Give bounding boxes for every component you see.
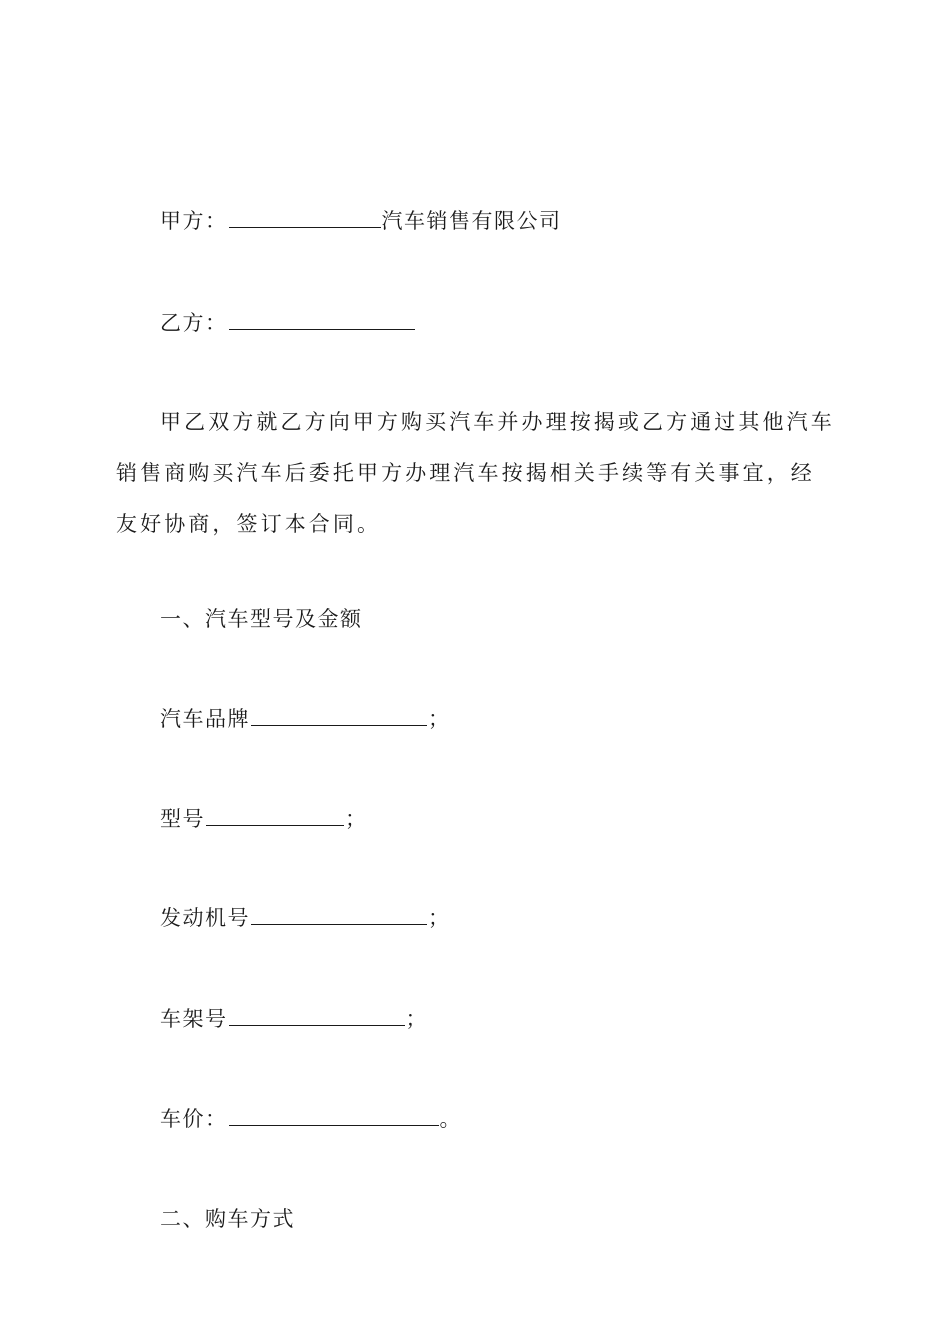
section-2-title: 二、购车方式 [160, 1207, 295, 1231]
intro-paragraph: 甲乙双方就乙方向甲方购买汽车并办理按揭或乙方通过其他汽车销售商购买汽车后委托甲方办理汽车按揭相关手续等有关事宜，经友好协商，签订本合同。 [116, 410, 835, 536]
frame-end: ； [405, 1007, 428, 1031]
engine-blank [251, 906, 427, 925]
model-end: ； [345, 807, 368, 831]
model-line [160, 804, 368, 834]
engine-label: 发动机号 [160, 906, 250, 930]
party-b-line [160, 308, 416, 338]
party-a-label: 甲方： [160, 209, 228, 233]
engine-line [160, 903, 451, 933]
party-b-blank [229, 311, 415, 330]
party-a-blank [229, 209, 381, 228]
brand-end: ； [428, 707, 451, 731]
brand-label: 汽车品牌 [160, 707, 250, 731]
price-label: 车价： [160, 1107, 228, 1131]
brand-blank [251, 707, 427, 726]
price-line [160, 1104, 462, 1134]
party-b-label: 乙方： [160, 311, 228, 335]
price-blank [229, 1107, 439, 1126]
model-label: 型号 [160, 807, 205, 831]
frame-label: 车架号 [160, 1007, 228, 1031]
party-a-line [160, 206, 562, 236]
price-end: 。 [439, 1107, 462, 1131]
frame-blank [229, 1007, 405, 1026]
engine-end: ； [428, 906, 451, 930]
brand-line [160, 704, 451, 734]
party-a-suffix: 汽车销售有限公司 [381, 209, 562, 233]
model-blank [206, 807, 344, 826]
frame-line [160, 1004, 428, 1034]
section-1-title: 一、汽车型号及金额 [160, 607, 363, 631]
